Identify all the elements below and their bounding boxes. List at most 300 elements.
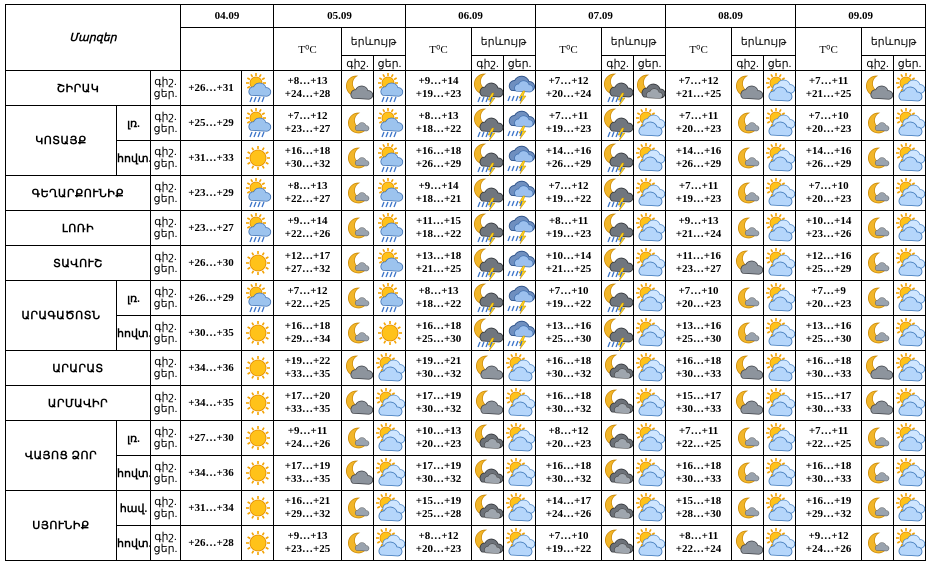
weather-icon-cell [242, 526, 274, 561]
night-weather-cell [472, 316, 504, 351]
sun-clouds-icon [765, 213, 795, 243]
date-header: 05.09 [274, 5, 406, 28]
night-weather-cell [602, 456, 634, 491]
temp-cell: +15…+17 +30…+33 [666, 386, 732, 421]
temp-cell: +8…+13 +18…+22 [406, 281, 472, 316]
night-col-header: գիշ. [732, 56, 764, 71]
temp-cell: +31…+33 [181, 141, 242, 176]
sun-clouds-icon [895, 73, 925, 103]
temp-cell: +7…+12 +20…+24 [536, 71, 602, 106]
weather-col-header: երևույթ [472, 28, 536, 56]
temp-cell: +8…+11 +19…+23 [536, 211, 602, 246]
sun-clouds-icon [635, 423, 665, 453]
sun-clouds-icon [635, 283, 665, 313]
day-weather-cell [764, 246, 796, 281]
sun-clouds-icon [505, 458, 535, 488]
day-weather-cell [894, 106, 926, 141]
temp-cell: +15…+18 +28…+30 [666, 491, 732, 526]
sun-clouds-icon [895, 213, 925, 243]
moon-icon [733, 423, 763, 453]
sun-cloud-rain-icon [375, 213, 405, 243]
storm-icon [505, 318, 535, 348]
sun-icon [243, 318, 273, 348]
night-weather-cell [732, 456, 764, 491]
temp-cell: +14…+16 +26…+29 [536, 141, 602, 176]
temp-cell: +19…+21 +30…+32 [406, 351, 472, 386]
night-day-label: գիշ. ցեր. [151, 421, 181, 456]
temp-cell: +9…+14 +18…+21 [406, 176, 472, 211]
moon-icon [343, 108, 373, 138]
moon-icon [343, 493, 373, 523]
sun-clouds-icon [635, 248, 665, 278]
sun-clouds-icon [765, 423, 795, 453]
temp-cell: +8…+12 +20…+23 [406, 526, 472, 561]
day-weather-cell [504, 71, 536, 106]
night-weather-cell [602, 176, 634, 211]
night-weather-cell [732, 421, 764, 456]
day-weather-cell [764, 386, 796, 421]
night-weather-cell [862, 421, 894, 456]
day-weather-cell [634, 141, 666, 176]
night-weather-cell [732, 106, 764, 141]
night-weather-cell [862, 141, 894, 176]
day-weather-cell [634, 456, 666, 491]
temp-cell: +16…+18 +30…+32 [536, 351, 602, 386]
table-row [6, 211, 926, 246]
temp-cell: +25…+29 [181, 106, 242, 141]
temp-cell: +31…+34 [181, 491, 242, 526]
night-day-label: գիշ. ցեր. [151, 526, 181, 561]
temp-cell: +16…+18 +25…+30 [406, 316, 472, 351]
temp-cell: +8…+12 +20…+23 [536, 421, 602, 456]
sun-clouds-icon [895, 423, 925, 453]
temp-cell: +16…+18 +30…+32 [274, 141, 342, 176]
moon-cloud-icon [343, 73, 373, 103]
sun-clouds-icon [635, 143, 665, 173]
temp-cell: +19…+22 +33…+35 [274, 351, 342, 386]
temp-cell: +11…+15 +18…+22 [406, 211, 472, 246]
night-weather-cell [342, 526, 374, 561]
sun-clouds-icon [895, 143, 925, 173]
night-weather-cell [602, 421, 634, 456]
weather-icon-cell [242, 176, 274, 211]
day-weather-cell [504, 456, 536, 491]
night-weather-cell [862, 281, 894, 316]
temp-cell: +26…+28 [181, 526, 242, 561]
moon-cloud-icon [733, 73, 763, 103]
temp-cell: +12…+17 +27…+32 [274, 246, 342, 281]
sun-clouds-icon [375, 423, 405, 453]
temp-cell: +9…+14 +22…+26 [274, 211, 342, 246]
temp-cell: +16…+21 +29…+32 [274, 491, 342, 526]
moon-cloud-icon [863, 388, 893, 418]
day-weather-cell [894, 246, 926, 281]
temp-cell: +17…+19 +30…+32 [406, 386, 472, 421]
date-0-blank [181, 28, 274, 71]
moon-storm-icon [603, 178, 633, 208]
sun-clouds-icon [895, 283, 925, 313]
sun-clouds-icon [635, 528, 665, 558]
night-weather-cell [732, 246, 764, 281]
region-name: ՇԻՐԱԿ [6, 71, 151, 106]
moon-cloud-icon [473, 353, 503, 383]
temp-cell: +9…+13 +21…+24 [666, 211, 732, 246]
temp-cell: +7…+10 +20…+23 [796, 176, 862, 211]
sun-clouds-icon [895, 108, 925, 138]
day-weather-cell [634, 211, 666, 246]
sun-clouds-icon [635, 178, 665, 208]
sun-clouds-icon [895, 458, 925, 488]
moon-icon [863, 283, 893, 313]
night-weather-cell [732, 351, 764, 386]
sun-cloud-rain-icon [375, 73, 405, 103]
temp-cell: +16…+18 +30…+33 [796, 351, 862, 386]
moon-cloud-icon [863, 353, 893, 383]
temp-cell: +26…+31 [181, 71, 242, 106]
night-weather-cell [732, 316, 764, 351]
day-weather-cell [504, 491, 536, 526]
temp-cell: +30…+35 [181, 316, 242, 351]
sun-clouds-icon [895, 318, 925, 348]
moon-cloud-dark-icon [473, 423, 503, 453]
night-weather-cell [342, 211, 374, 246]
date-header: 07.09 [536, 5, 666, 28]
day-weather-cell [764, 316, 796, 351]
night-weather-cell [862, 351, 894, 386]
date-header: 08.09 [666, 5, 796, 28]
day-weather-cell [894, 176, 926, 211]
day-weather-cell [764, 421, 796, 456]
temp-cell: +8…+13 +24…+28 [274, 71, 342, 106]
day-weather-cell [374, 386, 406, 421]
moon-icon [733, 213, 763, 243]
region-name: ԼՈՌԻ [6, 211, 151, 246]
day-weather-cell [634, 281, 666, 316]
weather-icon-cell [242, 141, 274, 176]
day-weather-cell [504, 176, 536, 211]
day-col-header: ցեր. [504, 56, 536, 71]
temp-cell: +9…+12 +24…+26 [796, 526, 862, 561]
sun-clouds-icon [765, 248, 795, 278]
temp-cell: +17…+19 +33…+35 [274, 456, 342, 491]
temp-cell: +13…+16 +25…+30 [536, 316, 602, 351]
moon-cloud-dark-icon [603, 458, 633, 488]
moon-storm-icon [603, 213, 633, 243]
night-col-header: գիշ. [342, 56, 374, 71]
night-weather-cell [342, 141, 374, 176]
night-day-label: գիշ. ցեր. [151, 71, 181, 106]
night-weather-cell [342, 106, 374, 141]
moon-cloud-icon [473, 388, 503, 418]
temp-cell: +7…+12 +23…+27 [274, 106, 342, 141]
moon-cloud-icon [733, 388, 763, 418]
sun-icon [243, 248, 273, 278]
temp-cell: +23…+27 [181, 211, 242, 246]
subregion-label: լռ. [117, 421, 151, 456]
temp-cell: +13…+18 +21…+25 [406, 246, 472, 281]
night-weather-cell [342, 351, 374, 386]
day-weather-cell [374, 71, 406, 106]
night-weather-cell [862, 316, 894, 351]
night-weather-cell [602, 141, 634, 176]
day-weather-cell [374, 211, 406, 246]
night-weather-cell [602, 211, 634, 246]
night-weather-cell [862, 526, 894, 561]
storm-icon [505, 213, 535, 243]
night-weather-cell [602, 386, 634, 421]
night-weather-cell [472, 246, 504, 281]
night-weather-cell [342, 386, 374, 421]
night-weather-cell [602, 526, 634, 561]
night-weather-cell [602, 246, 634, 281]
sun-clouds-icon [765, 143, 795, 173]
moon-icon [863, 178, 893, 208]
day-weather-cell [504, 526, 536, 561]
day-col-header: ցեր. [374, 56, 406, 71]
temp-cell: +23…+29 [181, 176, 242, 211]
sun-cloud-rain-icon [243, 283, 273, 313]
sun-cloud-rain-icon [375, 248, 405, 278]
moon-storm-icon [473, 213, 503, 243]
sun-icon [243, 528, 273, 558]
night-weather-cell [472, 351, 504, 386]
table-row [6, 71, 926, 106]
weather-col-header: երևույթ [732, 28, 796, 56]
moon-storm-icon [473, 178, 503, 208]
night-weather-cell [602, 71, 634, 106]
table-row [6, 351, 926, 386]
moon-icon [733, 458, 763, 488]
temp-cell: +7…+10 +19…+22 [536, 526, 602, 561]
night-col-header: գիշ. [602, 56, 634, 71]
moon-icon [343, 143, 373, 173]
night-weather-cell [862, 456, 894, 491]
sun-cloud-rain-icon [243, 213, 273, 243]
sun-clouds-icon [765, 528, 795, 558]
day-weather-cell [374, 526, 406, 561]
night-weather-cell [602, 281, 634, 316]
sun-icon [243, 388, 273, 418]
day-weather-cell [764, 281, 796, 316]
date-header: 06.09 [406, 5, 536, 28]
table-row [6, 106, 926, 141]
sun-cloud-rain-icon [243, 178, 273, 208]
sun-icon [243, 143, 273, 173]
moon-icon [343, 178, 373, 208]
moon-icon [863, 423, 893, 453]
night-weather-cell [732, 386, 764, 421]
day-weather-cell [894, 456, 926, 491]
weather-icon-cell [242, 246, 274, 281]
day-weather-cell [764, 491, 796, 526]
day-col-header: ցեր. [894, 56, 926, 71]
sun-clouds-icon [765, 493, 795, 523]
sun-icon [243, 458, 273, 488]
sun-cloud-rain-icon [375, 283, 405, 313]
day-weather-cell [504, 316, 536, 351]
night-col-header: գիշ. [472, 56, 504, 71]
day-weather-cell [894, 141, 926, 176]
sun-icon [243, 423, 273, 453]
sun-clouds-icon [765, 178, 795, 208]
moon-cloud-dark-icon [603, 353, 633, 383]
temp-cell: +12…+16 +25…+29 [796, 246, 862, 281]
sun-clouds-icon [765, 73, 795, 103]
moon-icon [343, 283, 373, 313]
moon-cloud-icon [343, 353, 373, 383]
night-weather-cell [602, 351, 634, 386]
sun-cloud-rain-icon [375, 178, 405, 208]
subregion-label: հովտ. [117, 141, 151, 176]
night-weather-cell [472, 526, 504, 561]
night-weather-cell [862, 106, 894, 141]
moon-cloud-dark-icon [603, 423, 633, 453]
day-weather-cell [634, 246, 666, 281]
day-weather-cell [894, 386, 926, 421]
moon-storm-icon [603, 318, 633, 348]
day-weather-cell [894, 316, 926, 351]
date-header: 09.09 [796, 5, 926, 28]
table-row [6, 141, 926, 176]
moon-storm-icon [473, 318, 503, 348]
moon-icon [343, 248, 373, 278]
marzer-header: Մարզեր [6, 5, 181, 71]
night-day-label: գիշ. ցեր. [151, 456, 181, 491]
temp-cell: +7…+10 +20…+23 [666, 281, 732, 316]
day-weather-cell [504, 421, 536, 456]
temp-cell: +34…+36 [181, 351, 242, 386]
night-weather-cell [862, 71, 894, 106]
region-name: ՏԱՎՈՒՇ [6, 246, 151, 281]
night-weather-cell [602, 106, 634, 141]
temp-cell: +27…+30 [181, 421, 242, 456]
weather-col-header: երևույթ [342, 28, 406, 56]
day-weather-cell [374, 491, 406, 526]
temp-cell: +7…+11 +19…+23 [536, 106, 602, 141]
sun-clouds-icon [635, 213, 665, 243]
temp-cell: +7…+11 +19…+23 [666, 176, 732, 211]
temp-cell: +13…+16 +25…+30 [796, 316, 862, 351]
temp-cell: +8…+13 +18…+22 [406, 106, 472, 141]
day-weather-cell [504, 351, 536, 386]
region-name: ՍՅՈՒՆԻՔ [6, 491, 117, 561]
moon-icon [343, 528, 373, 558]
moon-cloud-icon [863, 73, 893, 103]
temp-cell: +16…+18 +26…+29 [406, 141, 472, 176]
day-col-header: ցեր. [634, 56, 666, 71]
weather-icon-cell [242, 456, 274, 491]
night-weather-cell [472, 456, 504, 491]
temp-cell: +9…+13 +23…+25 [274, 526, 342, 561]
sun-clouds-icon [895, 528, 925, 558]
moon-cloud-icon [343, 388, 373, 418]
weather-icon-cell [242, 71, 274, 106]
temp-cell: +15…+17 +30…+33 [796, 386, 862, 421]
temp-cell: +7…+11 +22…+25 [666, 421, 732, 456]
day-weather-cell [894, 281, 926, 316]
day-weather-cell [504, 281, 536, 316]
sun-icon [243, 353, 273, 383]
night-weather-cell [732, 526, 764, 561]
sun-clouds-icon [765, 458, 795, 488]
temp-cell: +16…+19 +29…+32 [796, 491, 862, 526]
subregion-label: լռ. [117, 281, 151, 316]
day-weather-cell [894, 211, 926, 246]
day-weather-cell [894, 491, 926, 526]
sun-clouds-icon [505, 528, 535, 558]
moon-cloud-dark-icon [473, 493, 503, 523]
night-col-header: գիշ. [862, 56, 894, 71]
day-weather-cell [374, 456, 406, 491]
moon-cloud-dark-icon [473, 458, 503, 488]
sun-clouds-icon [895, 178, 925, 208]
sun-clouds-icon [635, 108, 665, 138]
moon-icon [733, 318, 763, 348]
temp-cell: +10…+13 +20…+23 [406, 421, 472, 456]
table-row [6, 281, 926, 316]
temp-cell: +16…+18 +30…+33 [796, 456, 862, 491]
temp-cell: +16…+18 +30…+32 [536, 386, 602, 421]
day-weather-cell [894, 71, 926, 106]
day-weather-cell [374, 351, 406, 386]
table-row [6, 386, 926, 421]
sun-cloud-rain-icon [375, 143, 405, 173]
temp-cell: +16…+18 +30…+32 [536, 456, 602, 491]
day-weather-cell [634, 106, 666, 141]
temp-cell: +14…+16 +26…+29 [796, 141, 862, 176]
storm-icon [505, 283, 535, 313]
moon-cloud-dark-icon [473, 528, 503, 558]
moon-icon [863, 248, 893, 278]
temp-cell: +11…+16 +23…+27 [666, 246, 732, 281]
moon-storm-icon [473, 143, 503, 173]
sun-clouds-icon [895, 353, 925, 383]
table-row [6, 456, 926, 491]
day-weather-cell [504, 246, 536, 281]
night-weather-cell [602, 491, 634, 526]
table-row [6, 246, 926, 281]
temp-cell: +7…+12 +21…+25 [666, 71, 732, 106]
temp-cell: +14…+17 +24…+26 [536, 491, 602, 526]
sun-clouds-icon [895, 388, 925, 418]
temp-cell: +34…+36 [181, 456, 242, 491]
day-weather-cell [764, 211, 796, 246]
temp-col-header: T⁰C [796, 28, 862, 71]
sun-clouds-icon [765, 318, 795, 348]
subregion-label: հովտ. [117, 316, 151, 351]
night-weather-cell [862, 491, 894, 526]
weather-col-header: երևույթ [862, 28, 926, 56]
sun-clouds-icon [505, 493, 535, 523]
storm-icon [505, 178, 535, 208]
region-name: ԱՐԱՐԱՏ [6, 351, 151, 386]
moon-cloud-icon [343, 458, 373, 488]
night-day-label: գիշ. ցեր. [151, 211, 181, 246]
moon-cloud-dark-icon [603, 388, 633, 418]
temp-cell: +7…+12 +19…+22 [536, 176, 602, 211]
day-weather-cell [504, 386, 536, 421]
day-weather-cell [374, 316, 406, 351]
temp-cell: +7…+10 +19…+22 [536, 281, 602, 316]
moon-storm-icon [603, 283, 633, 313]
day-weather-cell [764, 106, 796, 141]
night-weather-cell [732, 491, 764, 526]
temp-cell: +7…+11 +22…+25 [796, 421, 862, 456]
temp-cell: +7…+12 +22…+25 [274, 281, 342, 316]
night-weather-cell [342, 421, 374, 456]
temp-cell: +7…+11 +20…+23 [666, 106, 732, 141]
temp-cell: +26…+30 [181, 246, 242, 281]
